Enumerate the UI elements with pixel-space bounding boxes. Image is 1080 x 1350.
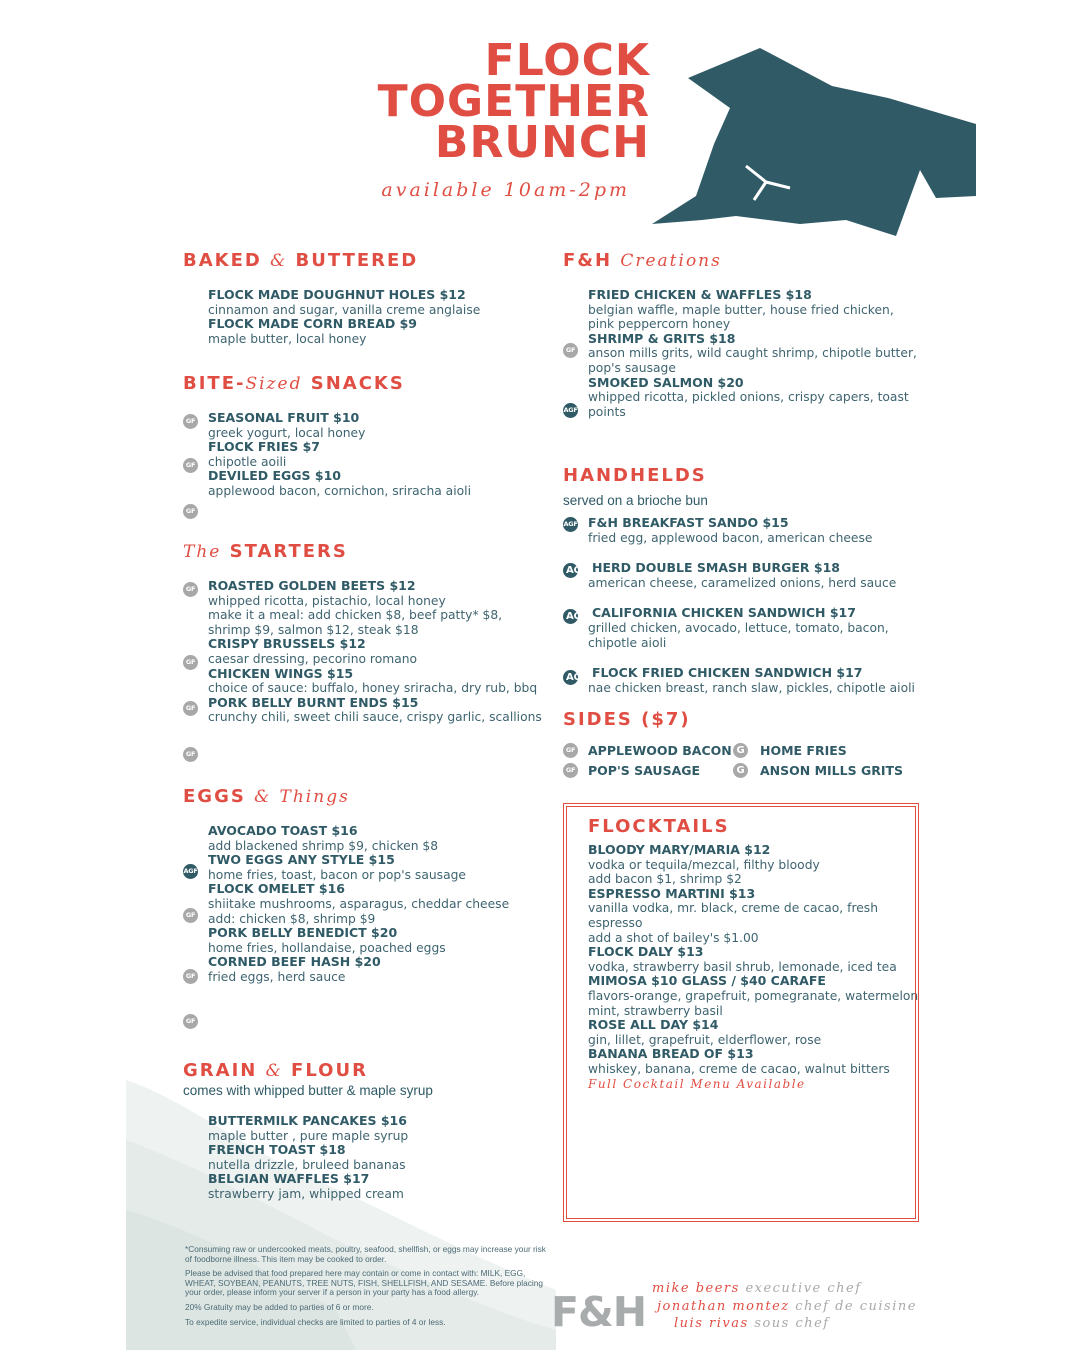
menu-item: AVOCADO TOAST $16 add blackened shrimp $9, chicken $8 xyxy=(208,823,439,853)
side-item: HOME FRIES xyxy=(760,743,847,758)
gluten-free-badge: GF xyxy=(183,414,198,429)
menu-item: BUTTERMILK PANCAKES $16 maple butter , pure maple syrup xyxy=(208,1113,409,1143)
side-item: APPLEWOOD BACON xyxy=(588,743,732,758)
menu-item: FLOCK MADE DOUGHNUT HOLES $12 cinnamon and sugar, vanilla creme anglaise xyxy=(208,287,481,317)
full-cocktail-menu-note: Full Cocktail Menu Available xyxy=(588,1076,806,1091)
sides-list xyxy=(563,740,923,790)
menu-item: HERD DOUBLE SMASH BURGER $18 american cheese, caramelized onions, herd sauce xyxy=(588,560,897,590)
cocktail-name: BANANA BREAD OF $13 xyxy=(588,1046,754,1062)
cocktail-name: BLOODY MARY/MARIA $12 xyxy=(588,842,771,857)
bird-illustration xyxy=(650,48,978,238)
section-subtitle: comes with whipped butter & maple syrup xyxy=(183,1083,433,1098)
menu-item: SMOKED SALMON $20 whipped ricotta, pickled onions, crispy capers, toast points xyxy=(588,374,909,419)
menu-item: FLOCK OMELET $16 shiitake mushrooms, asparagus, cheddar cheese add: chicken $8, shrimp $9 xyxy=(208,881,510,926)
menu-item: FLOCK FRIES $7 chipotle aoili xyxy=(208,439,320,469)
menu-item: TWO EGGS ANY STYLE $15 home fries, toast, bacon or pop's sausage xyxy=(208,852,466,882)
flocktails-box: FLOCKTAILS BLOODY MARY/MARIA $12 vodka or tequila/mezcal, filthy bloody add bacon $1, shrimp $2 ESPRESSO MARTINI $13 vanilla vodka, mr. black, creme de cacao, fresh espresso add a shot of bailey's $1.00 FLOCK DALY $13 vodka, strawberry basil shrub, lemonade, iced tea MIMOSA $10 GLASS / $40 CARAFE flavors-orange, grapefruit, pomegranate, watermelon mint, strawberry basil ROSE ALL DAY $14 gin, lillet, grapefruit, elderflower, rose BANANA BREAD OF $13 whiskey, banana, creme de cacao, walnut bitters Full Cocktail Menu Available xyxy=(563,803,919,1222)
grain-section xyxy=(183,1060,553,1202)
cocktail-name: ESPRESSO MARTINI $13 xyxy=(588,885,756,901)
avoid-gluten-badge: AG xyxy=(563,609,578,624)
gluten-free-badge: GF xyxy=(563,343,578,358)
gluten-free-badge: GF xyxy=(183,908,198,923)
gluten-free-badge: GF xyxy=(183,701,198,716)
section-title: BAKED & BUTTERED xyxy=(183,250,419,271)
cocktail-name: MIMOSA $10 GLASS / $40 CARAFE xyxy=(588,973,826,989)
section-subtitle: served on a brioche bun xyxy=(563,493,708,508)
section-title: SIDES ($7) xyxy=(563,709,691,730)
section-title: The STARTERS xyxy=(183,541,348,562)
section-title: HANDHELDS xyxy=(563,465,707,486)
section-title: BITE-Sized SNACKS xyxy=(183,373,405,394)
menu-title: FLOCK TOGETHER BRUNCH xyxy=(377,35,650,168)
menu-item: F&H BREAKFAST SANDO $15 fried egg, applewood bacon, american cheese xyxy=(588,515,873,545)
starters-section xyxy=(183,541,553,758)
cocktail-name: ROSE ALL DAY $14 xyxy=(588,1017,719,1033)
fh-logo: F&H xyxy=(551,1288,647,1336)
menu-item: FLOCK FRIED CHICKEN SANDWICH $17 nae chicken breast, ranch slaw, pickles, chipotle aioli xyxy=(588,665,915,695)
gluten-free-badge: GF xyxy=(563,763,578,778)
chef-credits: mike beers executive chef jonathan montez chef de cuisine luis rivas sous chef xyxy=(652,1281,917,1331)
menu-item: SEASONAL FRUIT $10 greek yogurt, local honey xyxy=(208,410,366,440)
gluten-badge: G xyxy=(733,763,748,778)
menu-item: DEVILED EGGS $10 applewood bacon, cornichon, sriracha aioli xyxy=(208,468,471,498)
menu-item: ROASTED GOLDEN BEETS $12 whipped ricotta, pistachio, local honey make it a meal: add chicken $8, beef patty* $8, shrimp $9, salmon $12, steak $18 xyxy=(208,578,503,637)
gluten-free-badge: GF xyxy=(183,582,198,597)
gluten-free-badge: GF xyxy=(183,504,198,519)
avoid-gluten-badge: AGF xyxy=(563,517,578,532)
sides-section xyxy=(563,709,691,730)
side-item: POP'S SAUSAGE xyxy=(588,763,701,778)
side-item: ANSON MILLS GRITS xyxy=(760,763,904,778)
avoid-gluten-badge: AGF xyxy=(563,403,578,418)
bite-sized-section xyxy=(183,373,553,515)
avoid-gluten-badge: AG xyxy=(563,670,578,685)
disclaimer: *Consuming raw or undercooked meats, poultry, seafood, shellfish, or eggs may increase your risk of foodborne illness. This item may be cooked to order. Please be advised that food prepared here may contain or come in contact with: MILK, EGG, WHEAT, SOYBEAN, PEANUTS, TREE NUTS, FISH, SHELLFISH, AND SESAME. Before placing your order, please inform your server if a person in your party has a food allergy. 20% Gratuity may be added to parties of 6 or more. To expedite service, individual checks are limited to parties of 4 or less. xyxy=(185,1244,546,1327)
menu-item: PORK BELLY BURNT ENDS $15 crunchy chili, sweet chili sauce, crispy garlic, scallions xyxy=(208,694,542,725)
menu-item: CHICKEN WINGS $15 choice of sauce: buffalo, honey sriracha, dry rub, bbq xyxy=(208,665,538,696)
section-title: GRAIN & FLOUR xyxy=(183,1060,368,1081)
gluten-free-badge: GF xyxy=(563,743,578,758)
gluten-free-badge: GF xyxy=(183,458,198,473)
baked-section xyxy=(183,250,553,346)
gluten-badge: G xyxy=(733,743,748,758)
menu-item: FRENCH TOAST $18 nutella drizzle, bruleed bananas xyxy=(208,1142,406,1172)
menu-item: PORK BELLY BENEDICT $20 home fries, hollandaise, poached eggs xyxy=(208,925,446,955)
menu-item: CORNED BEEF HASH $20 fried eggs, herd sauce xyxy=(208,954,381,984)
gluten-free-badge: GF xyxy=(183,655,198,670)
menu-item: CRISPY BRUSSELS $12 caesar dressing, pecorino romano xyxy=(208,636,418,666)
menu-item: FRIED CHICKEN & WAFFLES $18 belgian waffle, maple butter, house fried chicken, pink peppercorn honey xyxy=(588,287,894,332)
avoid-gluten-badge: AGF xyxy=(183,864,198,879)
avoid-gluten-badge: AG xyxy=(563,563,578,578)
section-title: FLOCKTAILS xyxy=(588,816,730,837)
handhelds-section xyxy=(563,465,923,711)
section-title: F&H Creations xyxy=(563,250,722,271)
menu-item: SHRIMP & GRITS $18 anson mills grits, wild caught shrimp, chipotle butter, pop's sausage xyxy=(588,330,917,375)
creations-section xyxy=(563,250,923,419)
gluten-free-badge: GF xyxy=(183,1014,198,1029)
gluten-free-badge: GF xyxy=(183,747,198,762)
cocktail-name: FLOCK DALY $13 xyxy=(588,944,704,960)
menu-item: FLOCK MADE CORN BREAD $9 maple butter, local honey xyxy=(208,316,418,346)
section-title: EGGS & Things xyxy=(183,786,350,807)
menu-item: BELGIAN WAFFLES $17 strawberry jam, whipped cream xyxy=(208,1171,404,1201)
menu-item: CALIFORNIA CHICKEN SANDWICH $17 grilled chicken, avocado, lettuce, tomato, bacon, chipotle aioli xyxy=(588,605,889,650)
gluten-free-badge: GF xyxy=(183,969,198,984)
eggs-section xyxy=(183,786,553,1025)
availability-hours: available 10am-2pm xyxy=(381,179,630,201)
